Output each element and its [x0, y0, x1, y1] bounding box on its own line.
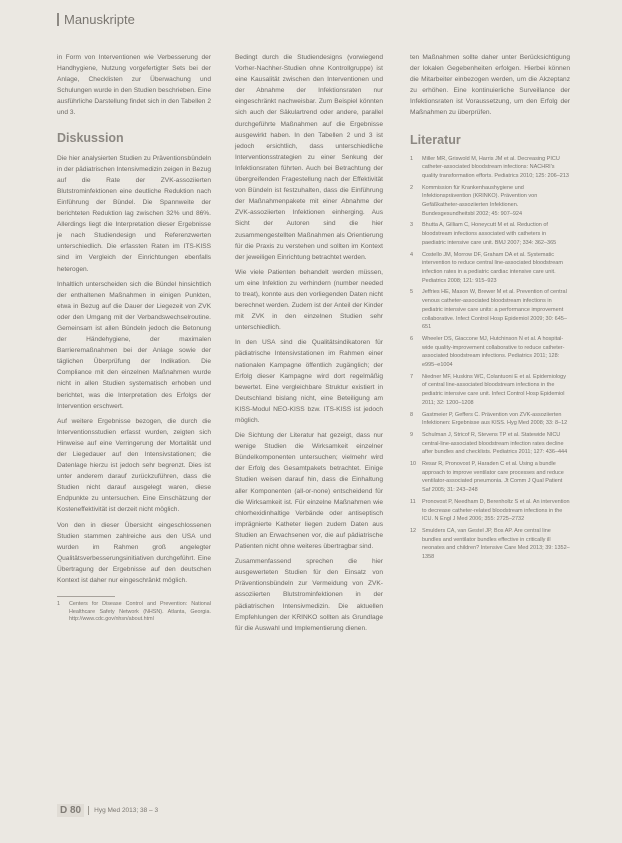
footnote-text: Centers for Disease Control and Prevention: National Healthcare Safety Network (NHSN). Atlanta, Georgia. http://www.cdc.gov/nhsn/about.html [69, 601, 211, 623]
reference-item [410, 155, 570, 181]
page-footer [57, 804, 158, 817]
reference-number: 4 [410, 251, 414, 258]
reference-number: 7 [410, 373, 414, 380]
reference-item [410, 411, 570, 428]
reference-text: Resar R, Pronovost P, Haraden C et al. Using a bundle approach to improve ventilator care processes and reduce ventilator-associated pneumonia. Jt Comm J Qual Patient Saf 2005; 31: 243–248 [422, 461, 564, 494]
body-paragraph: Inhaltlich unterscheiden sich die Bündel hinsichtlich der enthaltenen Maßnahmen in einigen Punkten, etwa in Bezug auf die Dauer der Liegezeit von ZVK oder den Umgang mit der Verbandswechselroutine. Gemeinsam ist allen Bündeln jedoch die Betonung der Händehygiene, der maximalen Barrieremaßnahmen bei der Anlage sowie der täglichen Überprüfung der Indikation. Die Compliance mit den einzelnen Maßnahmen wurde nicht in allen Studien systematisch erhoben und berichtet, was die Interpretation des Erfolgs der Intervention erschwert. [57, 280, 211, 410]
reference-item [410, 288, 570, 332]
body-paragraph: Zusammenfassend sprechen die hier ausgewerteten Studien für den Einsatz von Präventionsbündeln zur Vermeidung von ZVK-assoziierten Blutstrominfektionen in der pädiatrischen Intensivmedizin. Die aktuellen Empfehlungen der KRINKO sollten als Grundlage für die Auswahl und Implementierung dienen. [235, 558, 383, 632]
reference-number: 11 [410, 498, 416, 505]
reference-item [410, 221, 570, 247]
reference-item [410, 335, 570, 370]
intro-paragraph: in Form von Interventionen wie Verbesserung der Handhygiene, Nutzung vorgefertigter Sets bei der Anlage, Checklisten zur Überwachung und Schulungen wurde in den Studien beschrieben. Eine ausführliche Darstellung findet sich in den Tabellen 2 und 3. [57, 54, 211, 117]
heading-literatur: Literatur [410, 132, 461, 147]
reference-item [410, 527, 570, 562]
reference-number: 8 [410, 411, 414, 418]
reference-number: 1 [410, 155, 414, 162]
reference-text: Gastmeier P, Geffers C. Prävention von ZVK-assoziierten Infektionen: Ergebnisse aus KISS. Hyg Med 2008; 33: 8–12 [422, 411, 568, 427]
reference-list [410, 155, 570, 562]
column-middle [235, 52, 383, 634]
reference-text: Costello JM, Morrow DF, Graham DA et al. Systematic intervention to reduce central line-associated bloodstream infection rates in a pediatric cardiac intensive care unit. Pediatrics 2008; 121: 915–923 [422, 251, 563, 284]
reference-item [410, 460, 570, 495]
journal-citation: Hyg Med 2013; 38 – 3 [94, 807, 159, 814]
body-paragraph: Von den in dieser Übersicht eingeschlossenen Studien stammen zahlreiche aus den USA und wurden im Rahmen groß angelegter Qualitätsverbesserungsinitiativen durchgeführt. Eine Übertragung der Ergebnisse auf den deutschen Kontext ist daher nur eingeschränkt möglich. [57, 521, 211, 585]
reference-item [410, 373, 570, 408]
reference-text: Miller MR, Griswold M, Harris JM et al. Decreasing PICU catheter-associated bloodstream infections: NACHRI's quality transformation efforts. Pediatrics 2010; 125: 206–213 [422, 155, 569, 179]
reference-number: 12 [410, 527, 417, 534]
footnote-divider [57, 596, 115, 597]
reference-number: 6 [410, 335, 414, 342]
section-title: Manuskripte [64, 12, 135, 27]
reference-text: Pronovost P, Needham D, Berenholtz S et al. An intervention to decrease catheter-related bloodstream infections in the ICU. N Engl J Med 2006; 355: 2725–2732 [422, 498, 570, 523]
reference-number: 5 [410, 289, 414, 296]
footnote: 1 Centers for Disease Control and Prevention: National Healthcare Safety Network (NHSN). Atlanta, Georgia. http://www.cdc.gov/nhsn/about.html [57, 601, 211, 623]
reference-text: Niedner MF, Huskins WC, Colantuoni E et al. Epidemiology of central line-associated bloodstream infections in the pediatric intensive care unit. Infect Control Hosp Epidemiol 2011; 32: 1200–1208 [422, 373, 566, 406]
body-paragraph: Bedingt durch die Studiendesigns (vorwiegend Vorher-Nachher-Studien ohne Kontrollgruppe) ist eine Kausalität zwischen den Interventionen und der Abnahme der Infektionsraten nur eingeschränkt nachweisbar. Zum Beispiel könnten sich auch der Säkulartrend oder andere, parallel durchgeführte Maßnahmen auf die Ergebnisse ausgewirkt haben. In den Tabellen 2 und 3 ist jedoch ersichtlich, dass unterschiedliche Interventionsstrategien zu einer Senkung der Infektionsraten führten. Auch bei Betrachtung der übergreifenden Fragestellung nach der Effektivität von Bündeln ist festzuhalten, dass die Einführung der Maßnahmenpakete mit einer Abnahme der ZVK-assoziierten Infektionen einherging. Aus Sicht der Autoren sind die hier zusammengestellten Maßnahmen als Orientierung für die Praxis zu verstehen und sollten im Kontext der jeweiligen Einrichtung betrachtet werden. [235, 54, 383, 261]
body-paragraph: Die hier analysierten Studien zu Präventionsbündeln in der pädiatrischen Intensivmedizin zeigen in Bezug auf die Rate der ZVK-assoziierten Blutstrominfektionen eine deutliche Reduktion nach Einführung der Bündel. Die Spannweite der berichteten Reduktion lag zwischen 32% und 86%. Allerdings liegt die Interpretation dieser Ergebnisse je nach Studiendesign und Referenzwerten unterschiedlich. Die erfassten Raten im ITS-KISS sind im Vergleich der Einrichtungen ebenfalls heterogen. [57, 154, 211, 273]
intro-paragraph: ten Maßnahmen sollte daher unter Berücksichtigung der lokalen Gegebenheiten erfolgen. Hierbei können die Mitarbeiter einbezogen werden, um die Akzeptanz zu erhöhen. Eine kontinuierliche Surveillance der Infektionsraten ist Voraussetzung, um den Erfolg der Maßnahmen zu überprüfen. [410, 54, 570, 117]
reference-text: Smulders CA, van Gestel JP, Bos AP. Are central line bundles and ventilator bundles effective in critically ill neonates and children? Intensive Care Med 2013; 39: 1352–1358 [422, 527, 570, 561]
body-paragraph: Die Sichtung der Literatur hat gezeigt, dass nur wenige Studien die Wirksamkeit einzelner Bündelkomponenten untersuchen; vielmehr wird der Erfolg des Gesamtpakets betrachtet. Einige Studien weisen darauf hin, dass die Einhaltung aller Komponenten (all-or-none) entscheidend für die Wirksamkeit ist. Für einzelne Maßnahmen wie chlorhexidinhaltige Verbände oder antiseptisch imprägnierte Katheter liegen zudem Daten aus Studien an Erwachsenen vor, die auf pädiatrische Patienten nicht ohne weiteres übertragbar sind. [235, 432, 383, 551]
reference-text: Kommission für Krankenhaushygiene und Infektionsprävention (KRINKO). Prävention von Gefäßkatheter-assoziierten Infektionen. Bundesgesundheitsbl 2002; 45: 907–924 [422, 184, 538, 217]
reference-item [410, 498, 570, 524]
running-header [57, 12, 135, 27]
reference-number: 2 [410, 184, 414, 191]
heading-diskussion: Diskussion [57, 130, 124, 145]
footer-divider [88, 806, 89, 815]
reference-text: Bhutta A, Gilliam C, Honeycutt M et al. Reduction of bloodstream infections associated with catheters in paediatric intensive care unit. BMJ 2007; 334: 362–365 [422, 222, 557, 246]
reference-item [410, 251, 570, 286]
reference-number: 3 [410, 222, 414, 229]
reference-text: Wheeler DS, Giaccone MJ, Hutchinson N et al. A hospital-wide quality-improvement collaborative to reduce catheter-associated bloodstream infections. Pediatrics 2011; 128: e995–e1004 [422, 335, 565, 369]
column-left [57, 52, 211, 624]
reference-number: 9 [410, 431, 414, 438]
body-paragraph: In den USA sind die Qualitätsindikatoren für pädiatrische Intensivstationen im Rahmen einer nationalen Kampagne öffentlich zugänglich; der Erfolg dieser Kampagne wird dort regelmäßig bewertet. Eine vergleichbare Struktur existiert in Deutschland bislang nicht, eine Beteiligung am KISS-Modul NEO-KISS bzw. ITS-KISS ist jedoch möglich. [235, 339, 383, 424]
reference-text: Schulman J, Stricof R, Stevens TP et al. Statewide NICU central-line-associated bloodstream infection rates decline after bundles and checklists. Pediatrics 2011; 127: 436–444 [422, 431, 568, 456]
body-paragraph: Wie viele Patienten behandelt werden müssen, um eine Infektion zu verhindern (number needed to treat), konnte aus den vorliegenden Daten nicht berechnet werden. Zudem ist der Anteil der Kinder mit ZVK in den einzelnen Studien sehr unterschiedlich. [235, 268, 383, 332]
reference-number: 10 [410, 461, 417, 468]
header-rule [57, 13, 59, 26]
reference-item [410, 184, 570, 219]
reference-text: Jeffries HE, Mason W, Brewer M et al. Prevention of central venous catheter-associated bloodstream infections in pediatric intensive care units: a performance improvement collaborative. Infect Control Hosp Epidemiol 2009; 30: 645–651 [422, 289, 567, 331]
column-right [410, 52, 570, 565]
body-paragraph: Auf weitere Ergebnisse bezogen, die durch die Interventionsstudien erfasst wurden, zeigten sich Hinweise auf eine Verringerung der Mortalität und der Liegedauer auf den Intensivstationen; die Datenlage hierzu ist jedoch sehr begrenzt. Dies ist unter anderem darauf zurückzuführen, dass die Studien nicht darauf ausgelegt waren, diese Endpunkte zu untersuchen. Eine Einschätzung der Kosteneffektivität ist derzeit nicht möglich. [57, 417, 211, 514]
page-number: D 80 [57, 804, 84, 817]
reference-item [410, 431, 570, 457]
